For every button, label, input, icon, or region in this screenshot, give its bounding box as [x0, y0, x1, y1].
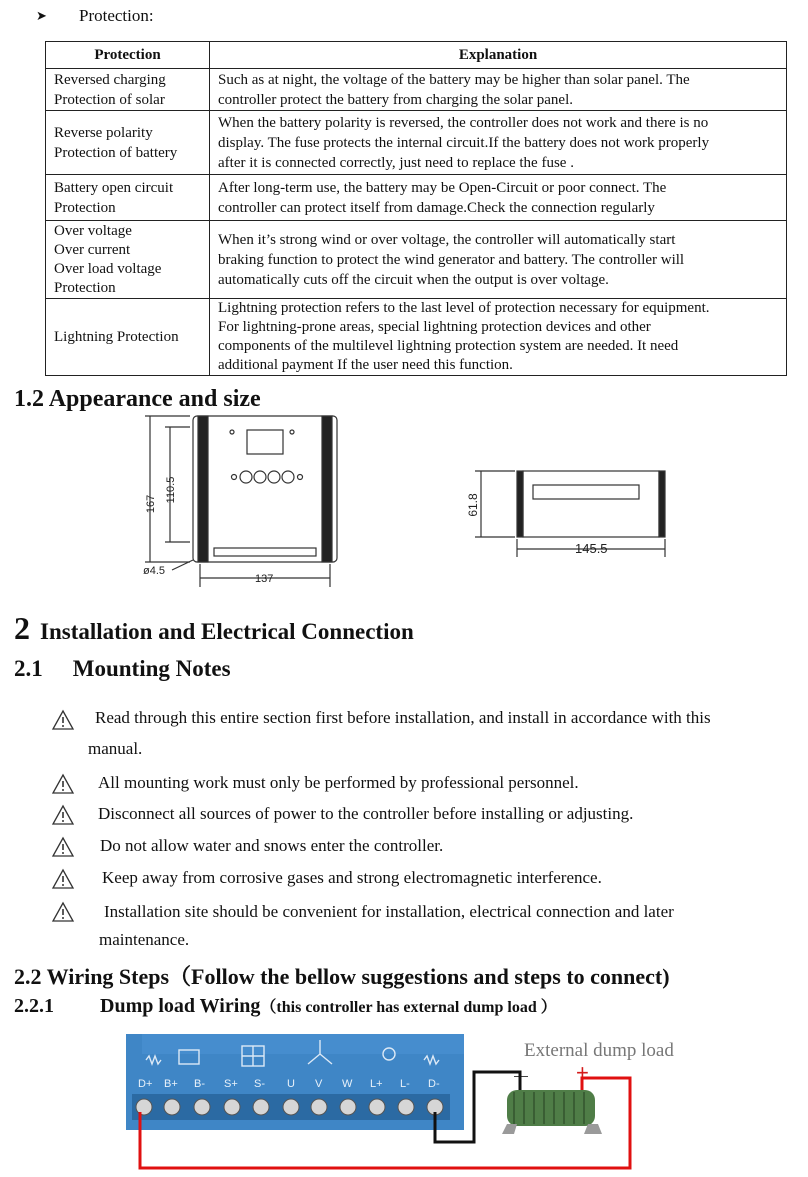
- terminal-label: L-: [400, 1078, 410, 1090]
- right-heatsink: [322, 416, 332, 562]
- protection-name: Reverse polarity Protection of battery: [46, 111, 210, 175]
- terminal-label: D+: [138, 1078, 153, 1090]
- terminal-label: L+: [370, 1078, 383, 1090]
- button: [282, 471, 294, 483]
- mount-hole: [290, 430, 294, 434]
- table-row: [46, 221, 787, 299]
- front-view-drawing: [130, 412, 350, 590]
- note-item: All mounting work must only be performed by professional personnel.: [98, 773, 579, 792]
- protection-name: Over voltage Over current Over load voltage Protection: [46, 221, 210, 299]
- dim-label-width-front: 137: [255, 573, 274, 585]
- warning-icon: [52, 774, 74, 794]
- indicator-led: [298, 475, 303, 480]
- dim-label-hole: ø4.5: [143, 565, 166, 577]
- note-item-continued: manual.: [88, 739, 143, 758]
- mount-hole: [230, 430, 234, 434]
- terminal-label: D-: [428, 1078, 440, 1090]
- terminal-strip: [214, 548, 316, 556]
- protection-explanation: Such as at night, the voltage of the battery may be higher than solar panel. The controller protect the battery from charging the solar panel.: [210, 69, 787, 111]
- side-fins-left: [517, 471, 523, 537]
- terminal-label: U: [287, 1078, 295, 1090]
- protection-explanation: When the battery polarity is reversed, the controller does not work and there is no display. The fuse protects the internal circuit.If the battery does not work properly after it is connected correctly, just need to replace the fuse .: [210, 111, 787, 175]
- table-row: [46, 111, 787, 175]
- warning-icon: [52, 805, 74, 825]
- terminal-label: B+: [164, 1078, 178, 1090]
- dim-label-depth: 61.8: [466, 493, 480, 517]
- warning-icon: [52, 869, 74, 889]
- dump-load-wiring-diagram: [122, 1032, 674, 1172]
- protection-explanation: When it’s strong wind or over voltage, the controller will automatically start braking function to protect the wind generator and battery. The controller will automatically cuts off the circuit when the output is over voltage.: [210, 221, 787, 299]
- terminal-label: S+: [224, 1078, 238, 1090]
- button: [268, 471, 280, 483]
- section-2-heading: 2 Installation and Electrical Connection: [14, 610, 414, 646]
- protection-name: Battery open circuit Protection: [46, 175, 210, 221]
- side-view-drawing: [455, 465, 695, 565]
- warning-icon: [52, 710, 74, 730]
- negative-sign: —: [514, 1067, 528, 1083]
- terminal-label: V: [315, 1078, 323, 1090]
- section-2-2-1-heading: 2.2.1 Dump load Wiring（this controller has external dump load ）: [14, 995, 557, 1017]
- table-row: [46, 175, 787, 221]
- note-item: Do not allow water and snows enter the controller.: [100, 836, 444, 855]
- table-header-protection: Protection: [46, 42, 210, 69]
- dump-load-resistor: [507, 1090, 595, 1126]
- button: [240, 471, 252, 483]
- positive-sign: +: [576, 1060, 589, 1085]
- table-row: [46, 299, 787, 376]
- protection-table: [45, 41, 787, 376]
- controller-front-outline: [193, 416, 337, 562]
- table-header-row: [46, 42, 787, 69]
- display-window: [247, 430, 283, 454]
- external-dump-load-label: External dump load: [524, 1040, 674, 1061]
- protection-explanation: Lightning protection refers to the last level of protection necessary for equipment. For lightning-prone areas, special lightning protection devices and other components of the multilevel lightning protection system are needed. It need additional payment If the user need this function.: [210, 299, 787, 376]
- section-2-2-heading: 2.2 Wiring Steps（Follow the bellow suggestions and steps to connect): [14, 964, 670, 989]
- button: [254, 471, 266, 483]
- controller-side-outline: [523, 471, 659, 537]
- table-header-explanation: Explanation: [210, 42, 787, 69]
- indicator-led: [232, 475, 237, 480]
- table-row: [46, 69, 787, 111]
- protection-heading: Protection:: [79, 6, 154, 25]
- warning-icon: [52, 902, 74, 922]
- note-item: Read through this entire section first before installation, and install in accordance with this: [95, 708, 711, 727]
- left-heatsink: [198, 416, 208, 562]
- dim-label-width-side: 145.5: [575, 541, 608, 556]
- note-item-continued: maintenance.: [99, 930, 190, 949]
- terminal-label: B-: [194, 1078, 205, 1090]
- side-slot: [533, 485, 639, 499]
- terminal-label: W: [342, 1078, 353, 1090]
- dim-label-height-inner: 110.5: [165, 476, 177, 504]
- section-1-2-heading: 1.2 Appearance and size: [14, 386, 261, 412]
- protection-explanation: After long-term use, the battery may be Open-Circuit or poor connect. The controller can protect itself from damage.Check the connection regularly: [210, 175, 787, 221]
- note-item: Keep away from corrosive gases and strong electromagnetic interference.: [102, 868, 602, 887]
- bullet-arrow-icon: ➤: [36, 8, 47, 23]
- side-fins-right: [659, 471, 665, 537]
- terminal-label: S-: [254, 1078, 265, 1090]
- dim-label-height-total: 167: [145, 494, 157, 514]
- warning-icon: [52, 837, 74, 857]
- protection-name: Lightning Protection: [46, 299, 210, 376]
- note-item: Disconnect all sources of power to the controller before installing or adjusting.: [98, 804, 634, 823]
- protection-name: Reversed charging Protection of solar: [46, 69, 210, 111]
- section-2-1-heading: 2.1 Mounting Notes: [14, 656, 231, 681]
- note-item: Installation site should be convenient for installation, electrical connection and later: [104, 902, 674, 921]
